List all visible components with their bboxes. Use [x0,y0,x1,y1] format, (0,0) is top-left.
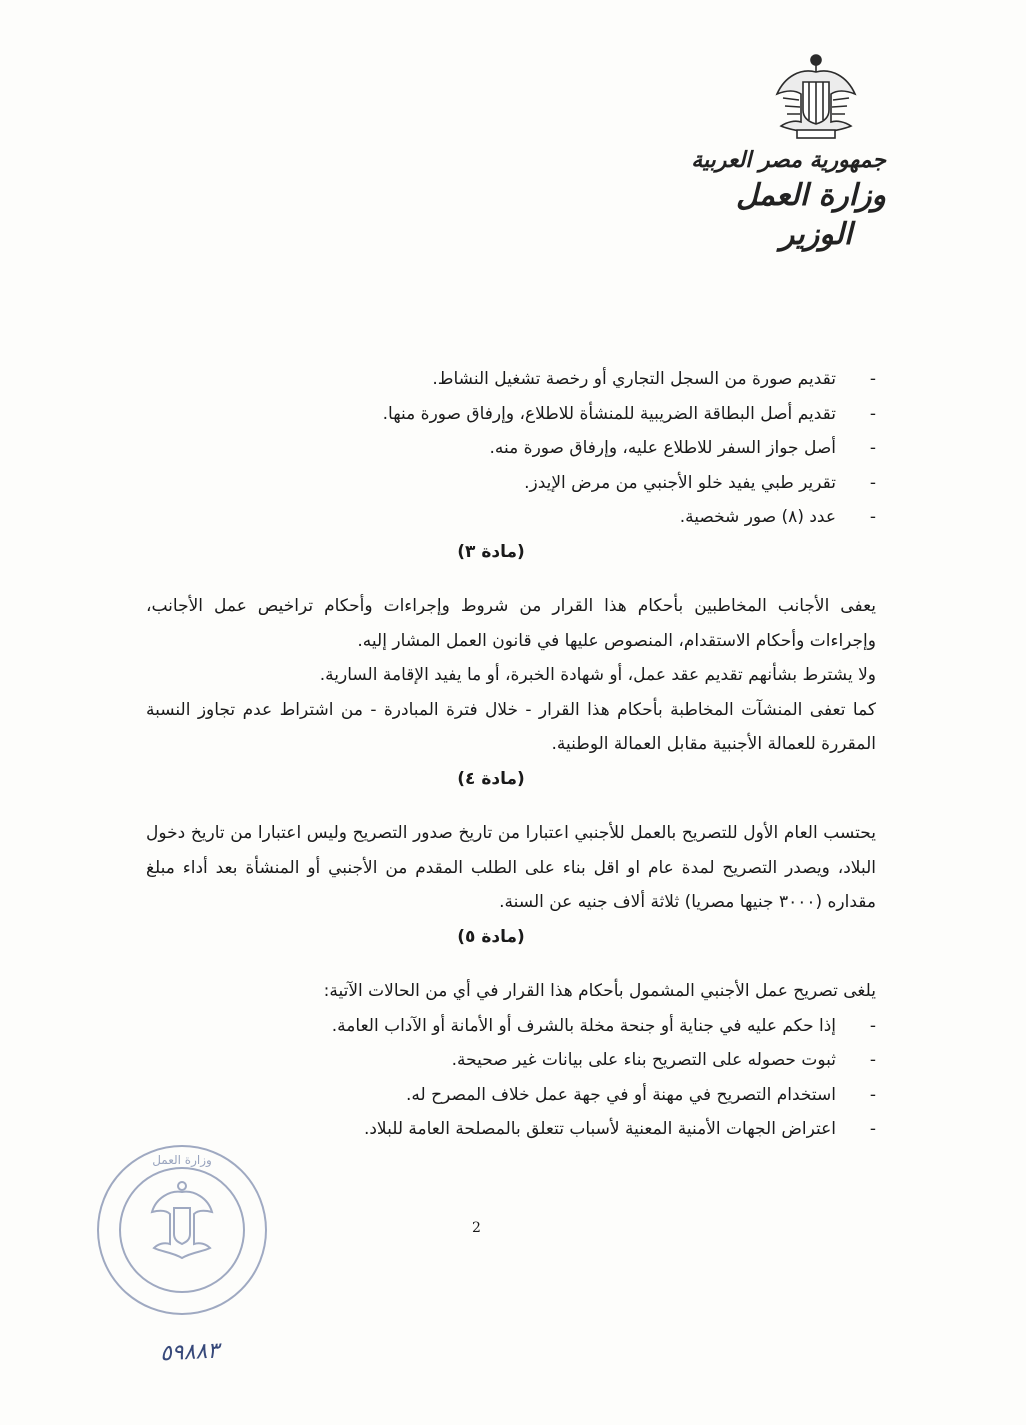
requirements-list [146,362,876,535]
list-item: - إذا حكم عليه في جناية أو جنحة مخلة بالشرف أو الأمانة أو الآداب العامة. [146,1009,876,1044]
dash-bullet-icon: - [869,472,876,493]
document-body [146,362,876,1147]
page-number: 2 [472,1220,481,1236]
list-item: - تقديم أصل البطاقة الضريبية للمنشأة للاطلاع، وإرفاق صورة منها. [146,397,876,432]
article-3-title: (مادة ٣) [457,541,525,562]
dash-bullet-icon: - [869,403,876,424]
dash-bullet-icon: - [869,1084,876,1105]
list-item: - اعتراض الجهات الأمنية المعنية لأسباب تتعلق بالمصلحة العامة للبلاد. [146,1112,876,1147]
list-item: - تقديم صورة من السجل التجاري أو رخصة تشغيل النشاط. [146,362,876,397]
country-name: جمهورية مصر العربية [691,147,886,173]
article-3-paragraph-1: يعفى الأجانب المخاطبين بأحكام هذا القرار من شروط وإجراءات وأحكام تراخيص عمل الأجانب، وإجراءات وأحكام الاستقدام، المنصوص عليها في قانون العمل المشار إليه. [146,596,876,651]
dash-bullet-icon: - [869,1119,876,1139]
article-3-paragraph-2: ولا يشترط بشأنهم تقديم عقد عمل، أو شهادة الخبرة، أو ما يفيد الإقامة السارية. [319,665,876,685]
list-item: - أصل جواز السفر للاطلاع عليه، وإرفاق صورة منه. [146,431,876,466]
article-5-title: (مادة ٥) [457,926,525,947]
ministry-name: وزارة العمل [736,178,886,214]
list-item: - استخدام التصريح في مهنة أو في جهة عمل خلاف المصرح له. [146,1078,876,1113]
letterhead [691,50,886,252]
list-item: - ثبوت حصوله على التصريح بناء على بيانات غير صحيحة. [146,1043,876,1078]
list-item: - تقرير طبي يفيد خلو الأجنبي من مرض الإيدز. [146,466,876,501]
revocation-cases-list [146,1009,876,1147]
dash-bullet-icon: - [869,369,876,389]
article-5-paragraph-1: يلغى تصريح عمل الأجنبي المشمول بأحكام هذا القرار في أي من الحالات الآتية: [323,981,876,1001]
ministry-stamp-icon [94,1142,270,1318]
eagle-emblem-icon [771,50,861,142]
stamp-label: وزارة العمل [152,1153,212,1167]
list-item: - عدد (٨) صور شخصية. [146,500,876,535]
handwritten-reference-number: ٥٩٨٨٣ [159,1338,220,1367]
dash-bullet-icon: - [869,1015,876,1036]
dash-bullet-icon: - [869,1050,876,1070]
article-4-paragraph-1: يحتسب العام الأول للتصريح بالعمل للأجنبي اعتبارا من تاريخ صدور التصريح وليس اعتبارا من تاريخ دخول البلاد، ويصدر التصريح لمدة عام او اقل بناء على الطلب المقدم من الأجنبي أو المنشأة بعد أداء مبلغ مقداره (٣٠٠٠ جنيها مصريا) ثلاثة ألاف جنيه عن السنة. [146,823,876,912]
dash-bullet-icon: - [869,438,876,458]
dash-bullet-icon: - [869,507,876,527]
minister-title: الوزير [779,216,853,252]
article-4-title: (مادة ٤) [457,768,525,789]
article-3-paragraph-3: كما تعفى المنشآت المخاطبة بأحكام هذا القرار - خلال فترة المبادرة - من اشتراط عدم تجاوز النسبة المقررة للعمالة الأجنبية مقابل العمالة الوطنية. [146,699,876,754]
